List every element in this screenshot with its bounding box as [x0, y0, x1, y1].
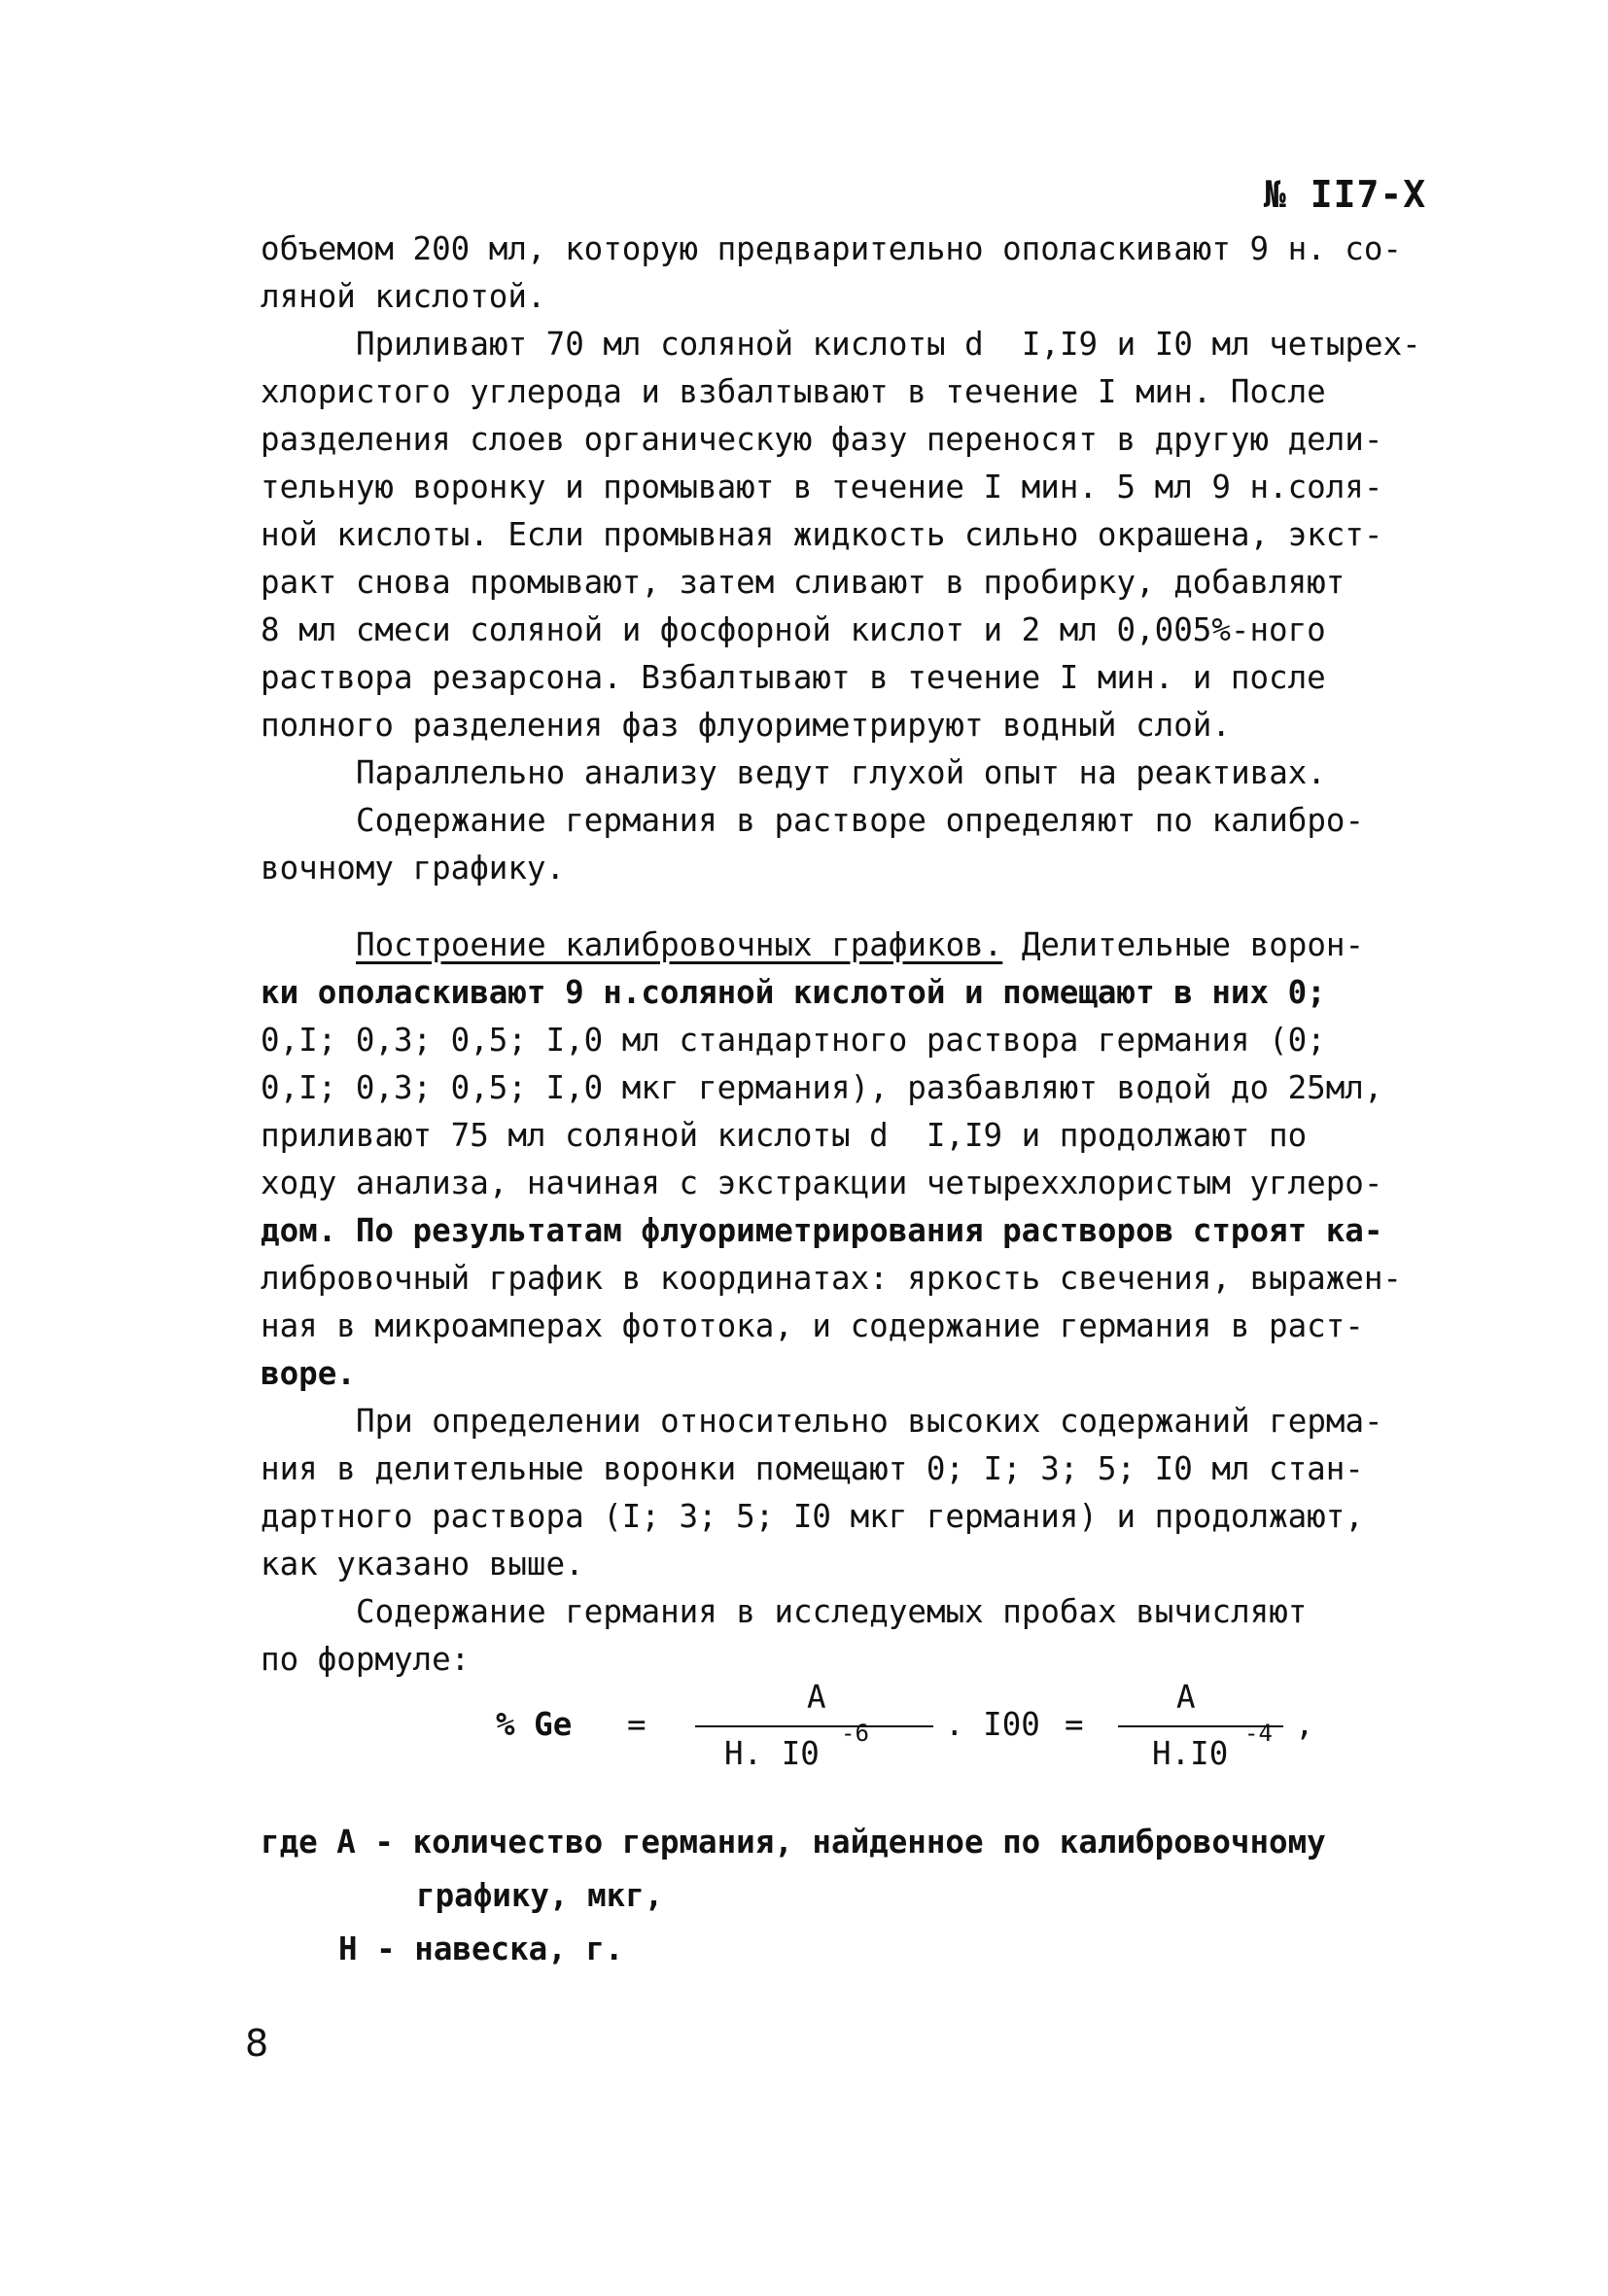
heading-continuation: Делительные ворон- — [1002, 926, 1365, 963]
paragraph-line: раствора резарсона. Взбалтывают в течение I мин. и после — [261, 659, 1326, 696]
paragraph-line: Приливают 70 мл соляной кислоты d I,I9 и I0 мл четырех- — [356, 326, 1421, 363]
paragraph-line: Содержание германия в исследуемых пробах вычисляют — [356, 1593, 1308, 1630]
document-number: № II7-X — [1264, 173, 1427, 216]
paragraph-line: дартного раствора (I; 3; 5; I0 мкг германия) и продолжают, — [261, 1498, 1364, 1535]
exponent: -6 — [841, 1720, 869, 1747]
fraction-bar — [695, 1725, 933, 1727]
paragraph-line: полного разделения фаз флуориметрируют водный слой. — [261, 707, 1231, 744]
fraction-numerator: A — [1176, 1679, 1196, 1716]
formula-equals: = — [627, 1706, 647, 1743]
paragraph-line: 8 мл смеси соляной и фосфорной кислот и 2 мл 0,005%-ного — [261, 611, 1326, 648]
paragraph-line: При определении относительно высоких содержаний герма- — [356, 1403, 1383, 1440]
multiplier: . I00 — [945, 1706, 1040, 1743]
paragraph-line: приливают 75 мл соляной кислоты d I,I9 и продолжают по — [261, 1117, 1308, 1154]
paragraph-line: ной кислоты. Если промывная жидкость сильно окрашена, экст- — [261, 516, 1383, 553]
paragraph-line — [261, 922, 1476, 969]
exponent: -4 — [1244, 1720, 1273, 1747]
paragraph-line: Содержание германия в растворе определяют по калибро- — [356, 802, 1365, 839]
paragraph-line: вочному графику. — [261, 850, 566, 887]
paragraph-line: ная в микроамперах фототока, и содержание германия в раст- — [261, 1307, 1364, 1344]
paragraph-line: 0,I; 0,3; 0,5; I,0 мкг германия), разбавляют водой до 25мл, — [261, 1069, 1383, 1106]
paragraph-line: либровочный график в координатах: яркость свечения, выражен- — [261, 1260, 1402, 1297]
legend-line: графику, мкг, — [416, 1877, 664, 1914]
fraction-numerator: A — [807, 1679, 826, 1716]
paragraph-line: ходу анализа, начиная с экстракции четыреххлористым углеро- — [261, 1165, 1383, 1201]
page-number: 8 — [245, 2022, 269, 2065]
paragraph-line: по формуле: — [261, 1641, 471, 1678]
paragraph-line: Параллельно анализу ведут глухой опыт на реактивах. — [356, 754, 1326, 791]
paragraph-line: ния в делительные воронки помещают 0; I; 3; 5; I0 мл стан- — [261, 1450, 1364, 1487]
body-text — [261, 226, 1476, 1684]
paragraph-line: как указано выше. — [261, 1546, 584, 1583]
paragraph-line: ляной кислотой. — [261, 278, 546, 315]
paragraph-line: дом. По результатам флуориметрирования растворов строят ка- — [261, 1212, 1383, 1249]
paragraph-line: хлористого углерода и взбалтывают в течение I мин. После — [261, 373, 1326, 410]
fraction-denominator: H.I0 — [1152, 1735, 1229, 1772]
paragraph-line: тельную воронку и промывают в течение I мин. 5 мл 9 н.соля- — [261, 469, 1383, 505]
fraction-denominator: H. I0 — [724, 1735, 820, 1772]
formula-equals: = — [1065, 1706, 1084, 1743]
legend-line: H - навеска, г. — [338, 1931, 624, 1967]
formula-lhs: % Ge — [496, 1706, 573, 1743]
formula-legend — [261, 1816, 1476, 1976]
formula — [496, 1679, 1371, 1793]
paragraph-line: воре. — [261, 1355, 356, 1392]
section-heading: Построение калибровочных графиков. — [356, 926, 1003, 963]
legend-line: где A - количество германия, найденное по калибровочному — [261, 1824, 1326, 1861]
paragraph-line: объемом 200 мл, которую предварительно ополаскивают 9 н. со- — [261, 230, 1402, 267]
paragraph-line: 0,I; 0,3; 0,5; I,0 мл стандартного раствора германия (0; — [261, 1022, 1326, 1059]
paragraph-line: ракт снова промывают, затем сливают в пробирку, добавляют — [261, 564, 1346, 601]
formula-comma: , — [1295, 1706, 1314, 1743]
paragraph-line: ки ополаскивают 9 н.соляной кислотой и помещают в них 0; — [261, 974, 1326, 1011]
paragraph-line: разделения слоев органическую фазу переносят в другую дели- — [261, 421, 1383, 458]
